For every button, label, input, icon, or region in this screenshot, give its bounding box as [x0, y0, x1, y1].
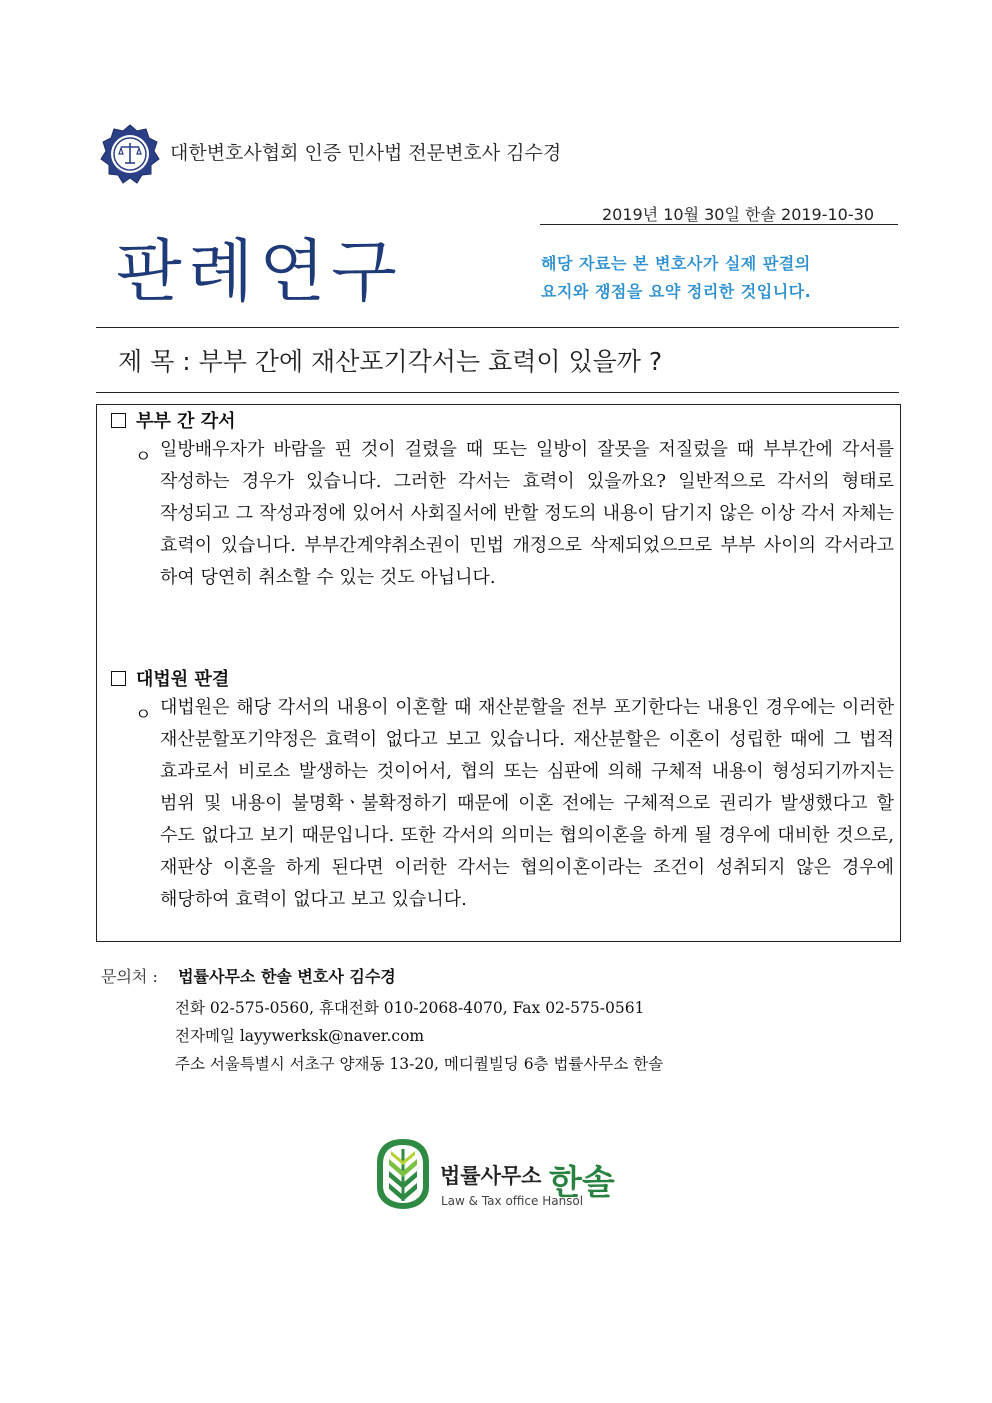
contact-email: 전자메일 layywerksk@naver.com [175, 1027, 425, 1045]
subject-title: 제 목 : 부부 간에 재산포기각서는 효력이 있을까 ? [118, 347, 663, 376]
divider-top [96, 327, 899, 328]
contact-label: 문의처 : [101, 967, 158, 986]
logo-hansol-text: 한솔 [549, 1163, 615, 1203]
section-heading-2-label: 대법원 판결 [136, 669, 230, 690]
bullet-icon: ㅇ [135, 447, 152, 467]
notice-text [541, 250, 881, 306]
notice-line-1: 해당 자료는 본 변호사가 실제 판결의 [541, 254, 811, 273]
hansol-leaf-logo-icon [375, 1137, 431, 1211]
section-heading-1-label: 부부 간 각서 [136, 411, 236, 432]
logo-english-text: Law & Tax office Hansol [441, 1194, 584, 1208]
section-1-paragraph: 일방배우자가 바람을 핀 것이 걸렸을 때 또는 일방이 잘못을 저질렀을 때 부부간에 각서를 작성하는 경우가 있습니다. 그러한 각서는 효력이 있을까요? 일반적으로 각서의 형태로 작성되고 그 작성과정에 있어서 사회질서에 반할 정도의 내용이 담기지 않은 이상 각서 자체는 효력이 있습니다. 부부간계약취소권이 민법 개정으로 삭제되었으므로 부부 사이의 각서라고 하여 당연히 취소할 수 있는 것도 아닙니다. [160, 439, 894, 588]
bar-association-emblem-icon [99, 123, 161, 185]
date-text: 2019년 10월 30일 한솔 2019-10-30 [601, 205, 874, 224]
contact-header [101, 964, 396, 987]
contact-address: 주소 서울특별시 서초구 양재동 13-20, 메디퀄빌딩 6층 법률사무소 한솔 [175, 1055, 664, 1073]
divider-bottom [96, 392, 899, 393]
checkbox-icon [111, 413, 126, 428]
contact-phone: 전화 02-575-0560, 휴대전화 010-2068-4070, Fax 02-575-0561 [175, 999, 645, 1017]
page-title: 판례연구 [116, 233, 403, 312]
section-heading-2 [111, 665, 229, 691]
content-box [96, 404, 901, 942]
checkbox-icon [111, 671, 126, 686]
association-title: 대한변호사협회 인증 민사법 전문변호사 김수경 [170, 142, 562, 164]
bullet-icon: ㅇ [135, 705, 152, 725]
notice-line-2: 요지와 쟁점을 요약 정리한 것입니다. [541, 282, 812, 301]
date-line [540, 202, 898, 225]
section-2-paragraph: 대법원은 해당 각서의 내용이 이혼할 때 재산분할을 전부 포기한다는 내용인 경우에는 이러한 재산분할포기약정은 효력이 없다고 보고 있습니다. 재산분할은 이혼이 성립한 때에 그 법적 효과로서 비로소 발생하는 것이어서, 협의 또는 심판에 의해 구체적 내용이 형성되기까지는 범위 및 내용이 불명확ㆍ불확정하기 때문에 이혼 전에는 구체적으로 권리가 발생했다고 할 수도 없다고 보기 때문입니다. 또한 각서의 의미는 협의이혼을 하게 될 경우에 대비한 것으로, 재판상 이혼을 하게 된다면 이러한 각서는 협의이혼이라는 조건이 성취되지 않은 경우에 해당하여 효력이 없다고 보고 있습니다. [160, 697, 894, 910]
logo-korean-text: 법률사무소 [440, 1164, 542, 1188]
contact-name: 법률사무소 한솔 변호사 김수경 [178, 967, 396, 986]
section-heading-1 [111, 407, 235, 433]
